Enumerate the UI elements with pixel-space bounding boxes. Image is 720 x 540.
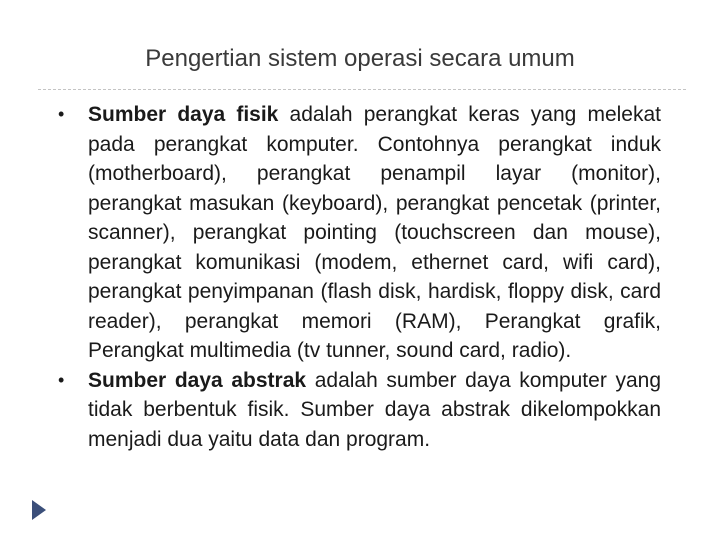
bullet-text: adalah sumber daya komputer yang tidak berbentuk fisik. Sumber daya abstrak dikelompokkan menjadi dua yaitu data dan program. (88, 368, 661, 451)
bullet-term: Sumber daya abstrak (88, 368, 307, 392)
triangle-right-icon (30, 498, 48, 522)
bullet-list (58, 100, 661, 454)
bullet-item-physical-resources (58, 100, 661, 366)
bullet-term: Sumber daya fisik (88, 103, 279, 126)
bullet-item-abstract-resources (58, 366, 661, 455)
bullet-dot: • (58, 369, 65, 390)
bullet-text: adalah perangkat keras yang melekat pada perangkat komputer. Contohnya perangkat induk (motherboard), perangkat penampil layar (monitor), perangkat masukan (keyboard), perangkat pencetak (printer, scanner), perangkat pointing (touchscreen dan mouse), perangkat komunikasi (modem, ethernet card, wifi card), perangkat penyimpanan (flash disk, hardisk, floppy disk, card reader), perangkat memori (RAM), Perangkat grafik, Perangkat multimedia (tv tunner, sound card, radio). (88, 103, 661, 362)
bullet-dot: • (58, 104, 65, 124)
slide-title: Pengertian sistem operasi secara umum (145, 45, 575, 72)
title-divider (38, 89, 686, 90)
